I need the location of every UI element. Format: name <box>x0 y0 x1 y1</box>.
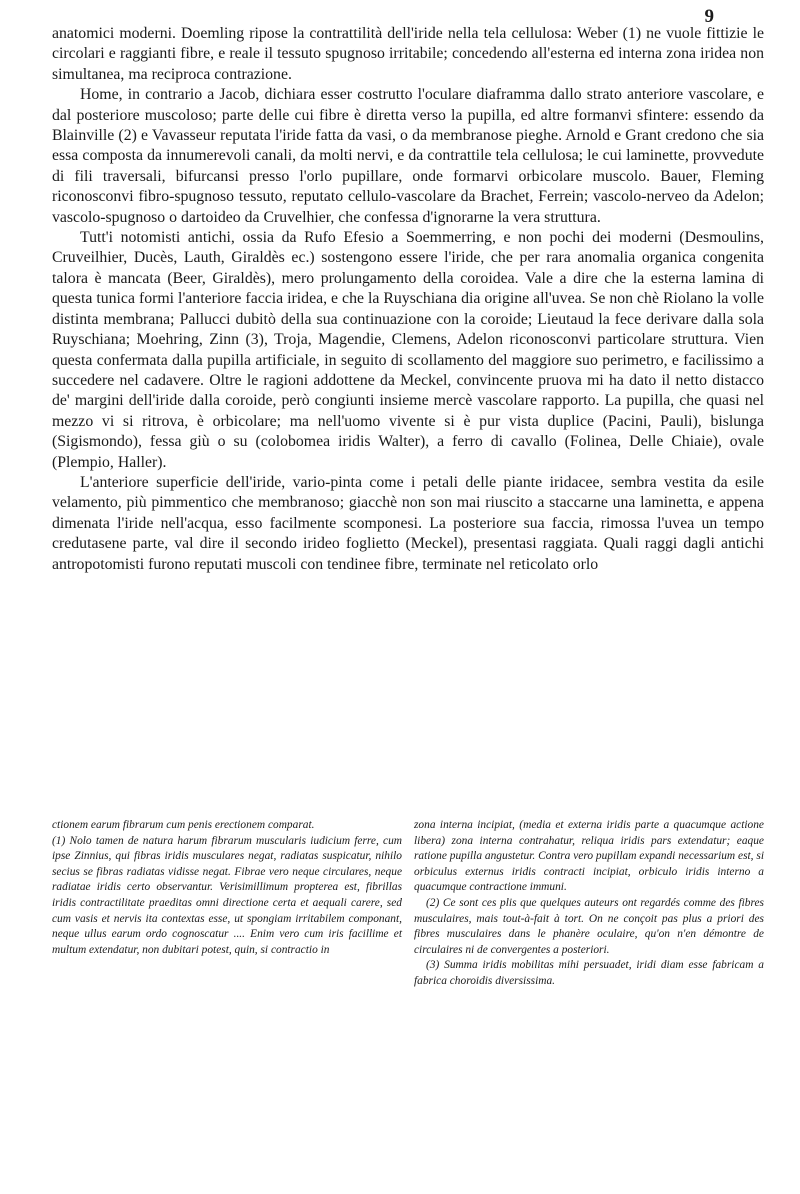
footnote: (1) Nolo tamen de natura harum fibrarum muscularis iudicium ferre, cum ipse Zinnius, qui fibras iridis musculares negat, radiatas suspicatur, nihilo secius se fibras radiatas vidisse negat. Fibrae vero neque circulares, neque radiatae iridis certo observantur. Verisimillimum propterea est, fibrillas iridis contractilitate praeditas omni directione certa et aequali carere, sed cum vasis et nervis ita contextas esse, ut spongiam irritabilem componant, neque ullus earum ordo cognoscatur .... Enim vero cum iris facillime et multum extendatur, non dubitari potest, quin, si contractio in <box>52 834 402 956</box>
footnote: zona interna incipiat, (media et externa iridis parte a quacumque actione libera) zona interna contrahatur, reliqua iridis pars extendatur; eaque ratione pupilla angustetur. Contra vero pupillam expandi necessarium est, si orbiculus externus iridis contracti incipiat, orbiculo iridis interno a quacumque contractione immuni. <box>414 819 764 894</box>
footnotes <box>52 818 764 990</box>
page-number: 9 <box>704 6 714 27</box>
footnote: ctionem earum fibrarum cum penis erectionem comparat. <box>52 819 315 831</box>
paragraph: anatomici moderni. Doemling ripose la contrattilità dell'iride nella tela cellulosa: Weber (1) ne vuole fittizie le circolari e raggianti fibre, e reale il tessuto spugnoso irritabile; concedendo all'esterna ed interna zona iridea non simultanea, ma reciproca contrazione. <box>52 25 764 83</box>
footnote: (2) Ce sont ces plis que quelques auteurs ont regardés comme des fibres musculaires, mais tout-à-fait à tort. On ne conçoit pas plus a priori des fibres musculaires dans le phanère oculaire, qu'on n'en démontre de circulaires ni de convergentes a posteriori. <box>414 896 764 956</box>
main-text <box>52 24 764 575</box>
book-page <box>40 0 770 1194</box>
paragraph: Home, in contrario a Jacob, dichiara esser costrutto l'oculare diaframma dallo strato anteriore vascolare, e dal posteriore muscoloso; parte delle cui fibre è diretta verso la pupilla, ed altre formanvi sfintere: essendo da Blainville (2) e Vavasseur reputata l'iride fatta da vasi, o da membranose pieghe. Arnold e Grant credono che sia essa composta da innumerevoli canali, da molti nervi, e da contrattile tela cellulosa; le cui laminette, provvedute di fili traversali, bifurcansi presso l'orlo pupillare, onde formarvi orbicolare muscolo. Bauer, Fleming riconosconvi fibro-spugnoso tessuto, reputato cellulo-vascolare da Brachet, Ferrein; vascolo-nerveo da Adelon; vascolo-spugnoso o dartoideo da Cruvelhier, che confessa d'ignorarne la vera struttura. <box>52 86 764 226</box>
footnotes-right-column <box>414 818 764 990</box>
footnote: (3) Summa iridis mobilitas mihi persuadet, iridi diam esse fabricam a fabrica choroidis diversissima. <box>414 959 764 987</box>
paragraph: Tutt'i notomisti antichi, ossia da Rufo Efesio a Soemmerring, e non pochi dei moderni (Desmoulins, Cruveilhier, Ducès, Lauth, Giraldès ec.) sostengono essere l'iride, che per rara anomalia organica congenita talora è mancata (Beer, Giraldès), mero prolungamento della coroidea. Vale a dire che la esterna lamina di questa tunica formi l'anteriore faccia iridea, e che la Ruyschiana dia origine all'uvea. Se non chè Riolano la volle distinta membrana; Pallucci dubitò della sua continuazione con la coroide; Lieutaud la fece derivare dalla sola Ruyschiana; Moehring, Zinn (3), Troja, Magendie, Clemens, Adelon riconosconvi particolare struttura. Vien questa confermata dalla pupilla artificiale, in seguito di scollamento del maggiore suo perimetro, e facilissimo a succedere nel cadavere. Oltre le ragioni addottene da Meckel, convincente pruova mi ha dato il netto distacco de' margini dell'iride dalla coroide, però congiunti insieme mercè vascolare rapporto. La pupilla, che quasi nel mezzo vi si ritrova, è orbicolare; ma nell'uomo vivente si è pur vista duplice (Pacini, Pauli), bislunga (Sigismondo), fessa giù o su (colobomea iridis Walter), a ferro di cavallo (Folinea, Delle Chiaie), ovale (Plempio, Haller). <box>52 229 764 471</box>
footnotes-left-column <box>52 818 402 990</box>
paragraph: L'anteriore superficie dell'iride, vario-pinta come i petali delle piante iridacee, sembra vestita da esile velamento, più pimmentico che membranoso; giacchè non son mai riuscito a staccarne una laminetta, e appena dimenata l'iride nell'acqua, esso facilmente scomponesi. La posteriore sua faccia, rimossa l'uvea un tempo credutasene parte, val dire il secondo irideo foglietto (Meckel), presentasi raggiata. Quali raggi dagli antichi antropotomisti furono reputati muscoli con tendinee fibre, terminate nel reticolato orlo <box>52 473 764 573</box>
